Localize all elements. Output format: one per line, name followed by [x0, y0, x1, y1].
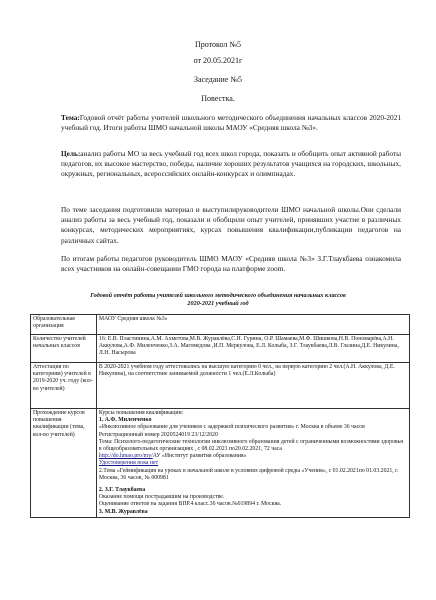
row-label-attestation: Аттестация по категориям) учителей в 2019-2020 уч. году (кол-во учителей): [31, 363, 97, 409]
report-table: [30, 314, 410, 518]
row-value-teachers: 16: Е.В. Пластинина,А.М. Ахметова,М.В. Журавлёва,С.Н. Гурина, О.Р. Шамаева,М.Ф. Шишкова,Н.В. Пономарёва,А.Н. Аккулова,А.Ф. Миленченко,З.А. Магомедова ,И.П. Меркулова, Е.Л. Колыба, З.Г. Тлаукбаева,Л.В. Глазина,Д.Е. Никулина, Л.Н. Насырова: [96, 335, 409, 363]
teacher-name: 1. А.Ф. Миленченко: [98, 417, 152, 424]
certificate-note: Удостоверения пока нет: [98, 460, 159, 467]
row-value-attestation: В 2020-2021 учебном году аттестовались на высшую категорию 0 чел., на первую категорию 2 чел.(А.Н. Аккулова, Д.Е. Никулина), на соответствие занимаемой должности 1 чел.(Е.Л.Колыба): [96, 363, 409, 409]
course-entry: Оказание помощи пострадавшим на производстве.: [98, 494, 225, 501]
row-label-teachers: Количество учителей начальных классов: [31, 335, 97, 363]
teacher-name: 3. М.В. Журавлёва: [98, 508, 148, 515]
table-row: [31, 409, 410, 518]
meeting-number: Заседание №5: [193, 75, 243, 84]
table-caption-line1: Годовой отчёт работы учителей школьного методического объединения начальных классов: [90, 292, 346, 299]
course-entry: «Инклюзивное образование для учеников с задержкой психического развития» г. Москва в объеме 36 часов Регистрационный номер 2020524019 23/12/2020: [98, 424, 365, 438]
course-link[interactable]: http://do.hmao.pro/my/: [98, 453, 153, 460]
row-value-organization: МАОУ Средняя школа №3»: [96, 315, 409, 335]
course-link-suffix: АУ «Институт развития образования»: [152, 453, 247, 460]
table-row: [31, 315, 410, 335]
goal-label: Цель:: [61, 149, 81, 158]
row-label-courses: Прохождение курсов повышения квалификации (тема, кол-во учителей): [31, 409, 97, 518]
course-link-line: [99, 453, 407, 460]
table-row: [31, 335, 410, 363]
topic-paragraph: [61, 113, 401, 133]
teacher-name: 2. З.Г. Тлаукбаева: [98, 487, 146, 494]
courses-intro: Курсы повышения квалификации:: [98, 410, 184, 416]
course-entry: Тема: Психолого-педагогические технологии инклюзивного образования детей с ограниченными возможностями здоровья в общеобразовательных организациях , с 08.02.2021 по20.02.2021, 72 часа: [98, 438, 403, 453]
protocol-title: Протокол №5: [194, 40, 242, 49]
topic-text: Годовой отчёт работы учителей школьного методического объединения начальных классов 2020-2021 учебный год. Итоги работы ШМО начальной школы МАОУ «Средняя школа №3».: [61, 113, 401, 133]
row-label-organization: Образовательная организация: [31, 315, 97, 335]
course-entry: Оценивание ответов на задания ВПР.4 класс.36 часов.№019894 г. Москва.: [98, 501, 282, 508]
results-paragraph: По итогам работы педагогов руководитель ШМО МАОУ «Средняя школа №3» З.Г.Тлаукбаева ознакомила всех участников на онлайн-совещании ГМО города на платформе zoom.: [61, 254, 401, 274]
topic-label: Тема:: [61, 113, 80, 122]
goal-paragraph: [61, 149, 401, 180]
table-row: [31, 363, 410, 409]
protocol-date: от 20.05.2021г: [193, 56, 243, 65]
agenda-heading: Повестка.: [201, 94, 235, 103]
row-value-courses: [96, 409, 409, 518]
goal-text: анализ работы МО за весь учебный год всех школ города, показать и обобщить опыт активной работы педагогов, их высокое мастерство, победы, наличие хороших результатов учащихся на городских, школьных, окружных, региональных, всероссийских онлайн-конкурсах и олимпиадах.: [61, 149, 401, 179]
table-caption-line2: 2020-2021 учебный год: [187, 300, 249, 307]
course-entry: 2.Тема «Геймификация на уроках в начальной школе в условиях цифровой среды «Учения», с 01.02.2021по 01.03.2021, г. Москва, 36 часов, № 000981: [98, 467, 399, 481]
presenters-paragraph: По теме заседания подготовили материал и выступилируководители ШМО начальной школы.Они сделали анализ работы за весь учебный год, показали и обобщили опыт учителей, принявших участие в различных конкурсах, методических мероприятиях, курсах повышения квалификации,публикации педагогов на различных сайтах.: [61, 205, 401, 245]
